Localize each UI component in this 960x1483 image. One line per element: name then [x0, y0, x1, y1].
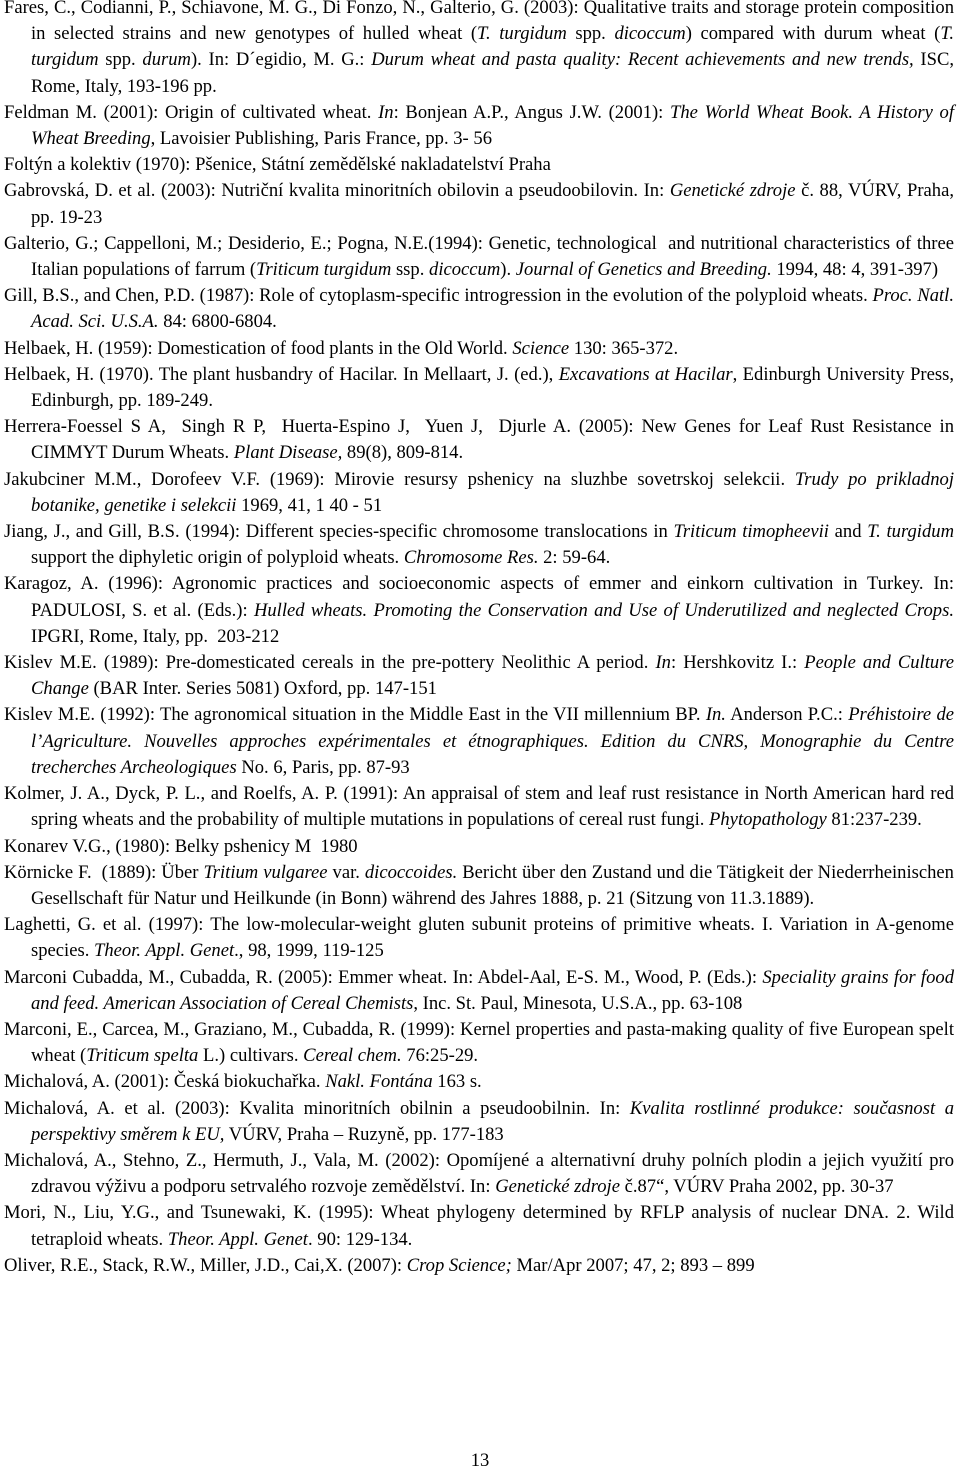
- reference-text: Konarev V.G., (1980): Belky pshenicy M 1980: [4, 835, 358, 857]
- reference-entry: [4, 100, 959, 152]
- reference-entry: [4, 860, 959, 912]
- reference-italic-text: Theor. Appl. Genet: [167, 1228, 308, 1250]
- reference-entry: [4, 834, 954, 860]
- reference-entry: [4, 231, 959, 283]
- reference-text: ) compared with durum wheat (: [685, 23, 941, 45]
- reference-entry: [4, 362, 959, 414]
- reference-text: č.87“, VÚRV Praha 2002, pp. 30-37: [619, 1176, 894, 1198]
- reference-text: Laghetti, G. et al. (1997): The low-molecular-weight gluten subunit proteins of primitive wheats. I. Variation in A-genome species.: [4, 914, 959, 962]
- reference-italic-text: Tritium vulgaree: [203, 861, 328, 883]
- reference-text: Helbaek, H. (1959): Domestication of food plants in the Old World.: [4, 337, 513, 359]
- reference-entry: [4, 965, 959, 1017]
- reference-text: : Bonjean A.P., Angus J.W. (2001):: [393, 101, 671, 123]
- reference-italic-text: Hulled wheats. Promoting the Conservation and Use of Underutilized and neglected Crops.: [253, 599, 954, 621]
- reference-text: Karagoz, A. (1996): Agronomic practices and socioeconomic aspects of emmer and einkorn cultivation in Turkey. In: PADULOSI, S. et al. (Eds.):: [4, 573, 959, 621]
- reference-italic-text: People and Culture Change: [31, 652, 959, 700]
- reference-text: č. 88, VÚRV, Praha, pp. 19-23: [31, 180, 959, 228]
- reference-text: ssp.: [391, 259, 430, 281]
- reference-text: 81:237-239.: [826, 809, 922, 831]
- reference-text: Kislev M.E. (1992): The agronomical situation in the Middle East in the VII millennium BP.: [4, 704, 706, 726]
- reference-text: 84: 6800-6804.: [158, 311, 277, 333]
- reference-text: Kislev M.E. (1989): Pre-domesticated cereals in the pre-pottery Neolithic A period.: [4, 652, 656, 674]
- reference-text: L.) cultivars.: [198, 1045, 304, 1067]
- reference-italic-text: Préhistoire de l’Agriculture. Nouvelles approches expérimentales et étnographiques. Edition du CNRS, Monographie du Centre trecherches Archeologiques: [31, 704, 959, 778]
- reference-entry: [4, 1096, 959, 1148]
- reference-italic-text: dicoccum: [429, 259, 501, 281]
- reference-entry: [4, 336, 954, 362]
- reference-italic-text: dicoccoides.: [364, 861, 458, 883]
- reference-text: and: [828, 521, 868, 543]
- reference-text: Marconi, E., Carcea, M., Graziano, M., Cubadda, R. (1999): Kernel properties and pasta-making quality of five European spelt wheat (: [4, 1018, 959, 1067]
- reference-text: Helbaek, H. (1970). The plant husbandry of Hacilar. In Mellaart, J. (ed.),: [4, 363, 559, 385]
- reference-italic-text: Kvalita rostlinné produkce: současnost a perspektivy směrem k EU,: [31, 1097, 959, 1145]
- reference-entry: [4, 571, 959, 650]
- reference-text: : Hershkovitz I.:: [670, 652, 805, 674]
- reference-text: spp.: [566, 23, 615, 45]
- reference-text: Mar/Apr 2007; 47, 2; 893 – 899: [511, 1254, 755, 1276]
- reference-entry: [4, 1069, 954, 1095]
- reference-entry: [4, 1148, 959, 1200]
- reference-text: Jiang, J., and Gill, B.S. (1994): Different species-specific chromosome translocations in: [4, 521, 674, 543]
- reference-text: . 90: 129-134.: [307, 1228, 413, 1250]
- reference-italic-text: The World Wheat Book. A History of Wheat Breeding: [31, 101, 959, 150]
- reference-text: Körnicke F. (1889): Über: [4, 861, 204, 883]
- reference-italic-text: T. turgidum: [867, 521, 954, 543]
- reference-italic-text: Theor. Appl. Genet: [94, 940, 235, 962]
- reference-entry: [4, 1017, 959, 1069]
- reference-italic-text: Nakl. Fontána: [325, 1071, 433, 1093]
- reference-text: Gabrovská, D. et al. (2003): Nutriční kvalita minoritních obilovin a pseudoobilovin. In:: [4, 180, 670, 202]
- reference-italic-text: Crop Science;: [406, 1254, 512, 1276]
- reference-entry: [4, 0, 959, 100]
- reference-text: Michalová, A. (2001): Česká biokuchařka.: [4, 1071, 326, 1093]
- reference-italic-text: Triticum spelta: [86, 1045, 199, 1067]
- reference-text: Michalová, A. et al. (2003): Kvalita minoritních obilnin a pseudoobilnin. In:: [4, 1097, 630, 1119]
- reference-italic-text: T. turgidum: [31, 23, 959, 71]
- reference-text: support the diphyletic origin of polyploid wheats.: [31, 521, 959, 569]
- reference-italic-text: In.: [705, 704, 726, 726]
- reference-text: ., 98, 1999, 119-125: [234, 940, 384, 962]
- reference-text: 89(8), 809-814.: [342, 442, 464, 464]
- reference-text: Galterio, G.; Cappelloni, M.; Desiderio, E.; Pogna, N.E.(1994): Genetic, technological and nutritional characteristics of three Italian populations of farrum (: [4, 232, 959, 281]
- reference-text: spp.: [98, 49, 143, 71]
- reference-italic-text: Cereal chem.: [303, 1045, 402, 1067]
- reference-text: 1994, 48: 4, 391-397): [771, 259, 939, 281]
- reference-entry: [4, 1253, 954, 1279]
- reference-text: Feldman M. (2001): Origin of cultivated wheat.: [4, 101, 379, 123]
- reference-text: 76:25-29.: [401, 1045, 479, 1067]
- reference-text: Gill, B.S., and Chen, P.D. (1987): Role of cytoplasm-specific introgression in the evolution of the polyploid wheats.: [4, 285, 873, 307]
- reference-italic-text: Speciality grains for food and feed. American Association of Cereal Chemists: [31, 966, 959, 1014]
- reference-italic-text: In: [655, 652, 671, 674]
- reference-entry: [4, 178, 959, 230]
- reference-entry: [4, 519, 959, 571]
- reference-text: Jakubciner M.M., Dorofeev V.F. (1969): Mirovie resursy pshenicy na sluzhbe sovetrskoj selekcii.: [4, 468, 795, 490]
- reference-text: , Edinburgh University Press, Edinburgh, pp. 189-249.: [31, 363, 959, 412]
- reference-italic-text: Genetické zdroje: [495, 1176, 620, 1198]
- reference-text: Marconi Cubadda, M., Cubadda, R. (2005): Emmer wheat. In: Abdel-Aal, E-S. M., Wood, P. (Eds.):: [4, 966, 763, 988]
- reference-text: ISC, Rome, Italy, 193-196 pp.: [31, 49, 959, 97]
- reference-entry: [4, 152, 954, 178]
- reference-entry: [4, 912, 959, 964]
- reference-text: Kolmer, J. A., Dyck, P. L., and Roelfs, A. P. (1991): An appraisal of stem and leaf rust resistance in North American hard red spring wheats and the probability of multiple mutations in populations of cereal rust fungi.: [4, 783, 959, 831]
- reference-text: ). In: D´egidio, M. G.:: [190, 49, 372, 71]
- page-number: 13: [470, 1450, 490, 1471]
- reference-italic-text: dicoccum: [614, 23, 686, 45]
- reference-text: 2: 59-64.: [538, 547, 611, 569]
- reference-text: Fares, C., Codianni, P., Schiavone, M. G., Di Fonzo, N., Galterio, G. (2003): Qualitative traits and storage protein composition in selected strains and new genotypes of hulled wheat (: [4, 0, 959, 45]
- reference-text: Oliver, R.E., Stack, R.W., Miller, J.D., Cai,X. (2007):: [4, 1254, 407, 1276]
- reference-text: ).: [500, 259, 516, 281]
- reference-text: Anderson P.C.:: [725, 704, 849, 726]
- reference-entry: [4, 650, 959, 702]
- reference-italic-text: Proc. Natl. Acad. Sci. U.S.A.: [31, 285, 959, 333]
- reference-text: IPGRI, Rome, Italy, pp. 203-212: [31, 599, 959, 647]
- reference-entry: [4, 781, 959, 833]
- reference-italic-text: Triticum turgidum: [256, 259, 392, 281]
- reference-italic-text: Journal of Genetics and Breeding.: [515, 259, 772, 281]
- reference-text: 130: 365-372.: [569, 337, 679, 359]
- reference-text: 1969, 41, 1 40 - 51: [236, 494, 383, 516]
- reference-italic-text: Chromosome Res.: [403, 547, 539, 569]
- reference-entry: [4, 702, 959, 781]
- reference-text: Bericht über den Zustand und die Tätigkeit der Niederrheinischen Gesellschaft für Natur und Heilkunde (in Bonn) während des Jahres 1888, p. 21 (Sitzung von 11.3.1889).: [31, 861, 959, 909]
- reference-text: , Inc. St. Paul, Minesota, U.S.A., pp. 63-108: [413, 992, 743, 1014]
- reference-italic-text: Genetické zdroje: [669, 180, 796, 202]
- reference-italic-text: Phytopathology: [709, 809, 827, 831]
- reference-italic-text: Science: [512, 337, 570, 359]
- reference-italic-text: Durum wheat and pasta quality: Recent achievements and new trends,: [371, 49, 914, 71]
- reference-entry: [4, 467, 959, 519]
- reference-text: Michalová, A., Stehno, Z., Hermuth, J., Vala, M. (2002): Opomíjené a alternativní druhy polních plodin a jejich využití pro zdravou výživu a podporu setrvalého rozvoje zemědělství. In:: [4, 1149, 959, 1198]
- reference-text: 163 s.: [432, 1071, 482, 1093]
- reference-italic-text: Trudy po prikladnoj botanike, genetike i selekcii: [31, 468, 959, 516]
- reference-italic-text: Plant Disease,: [233, 442, 343, 464]
- reference-entry: [4, 1200, 959, 1252]
- reference-italic-text: In: [378, 101, 394, 123]
- reference-text: Herrera-Foessel S A, Singh R P, Huerta-Espino J, Yuen J, Djurle A. (2005): New Genes for Leaf Rust Resistance in CIMMYT Durum Wheats.: [4, 416, 959, 464]
- reference-italic-text: Triticum timopheevii: [673, 521, 829, 543]
- reference-text: VÚRV, Praha – Ruzyně, pp. 177-183: [224, 1123, 504, 1145]
- reference-entry: [4, 414, 959, 466]
- reference-text: , Lavoisier Publishing, Paris France, pp. 3- 56: [150, 128, 492, 150]
- reference-italic-text: T. turgidum: [477, 23, 567, 45]
- reference-text: var.: [327, 861, 365, 883]
- reference-italic-text: durum: [142, 49, 191, 71]
- reference-text: (BAR Inter. Series 5081) Oxford, pp. 147-151: [88, 678, 437, 700]
- reference-list: [4, 0, 959, 1279]
- reference-entry: [4, 283, 959, 335]
- reference-text: Foltýn a kolektiv (1970): Pšenice, Státní zemědělské nakladatelství Praha: [4, 154, 551, 176]
- reference-italic-text: Excavations at Hacilar: [558, 363, 733, 385]
- reference-text: Mori, N., Liu, Y.G., and Tsunewaki, K. (1995): Wheat phylogeny determined by RFLP analysis of nuclear DNA. 2. Wild tetraploid wheats.: [4, 1202, 959, 1250]
- reference-text: No. 6, Paris, pp. 87-93: [236, 756, 410, 778]
